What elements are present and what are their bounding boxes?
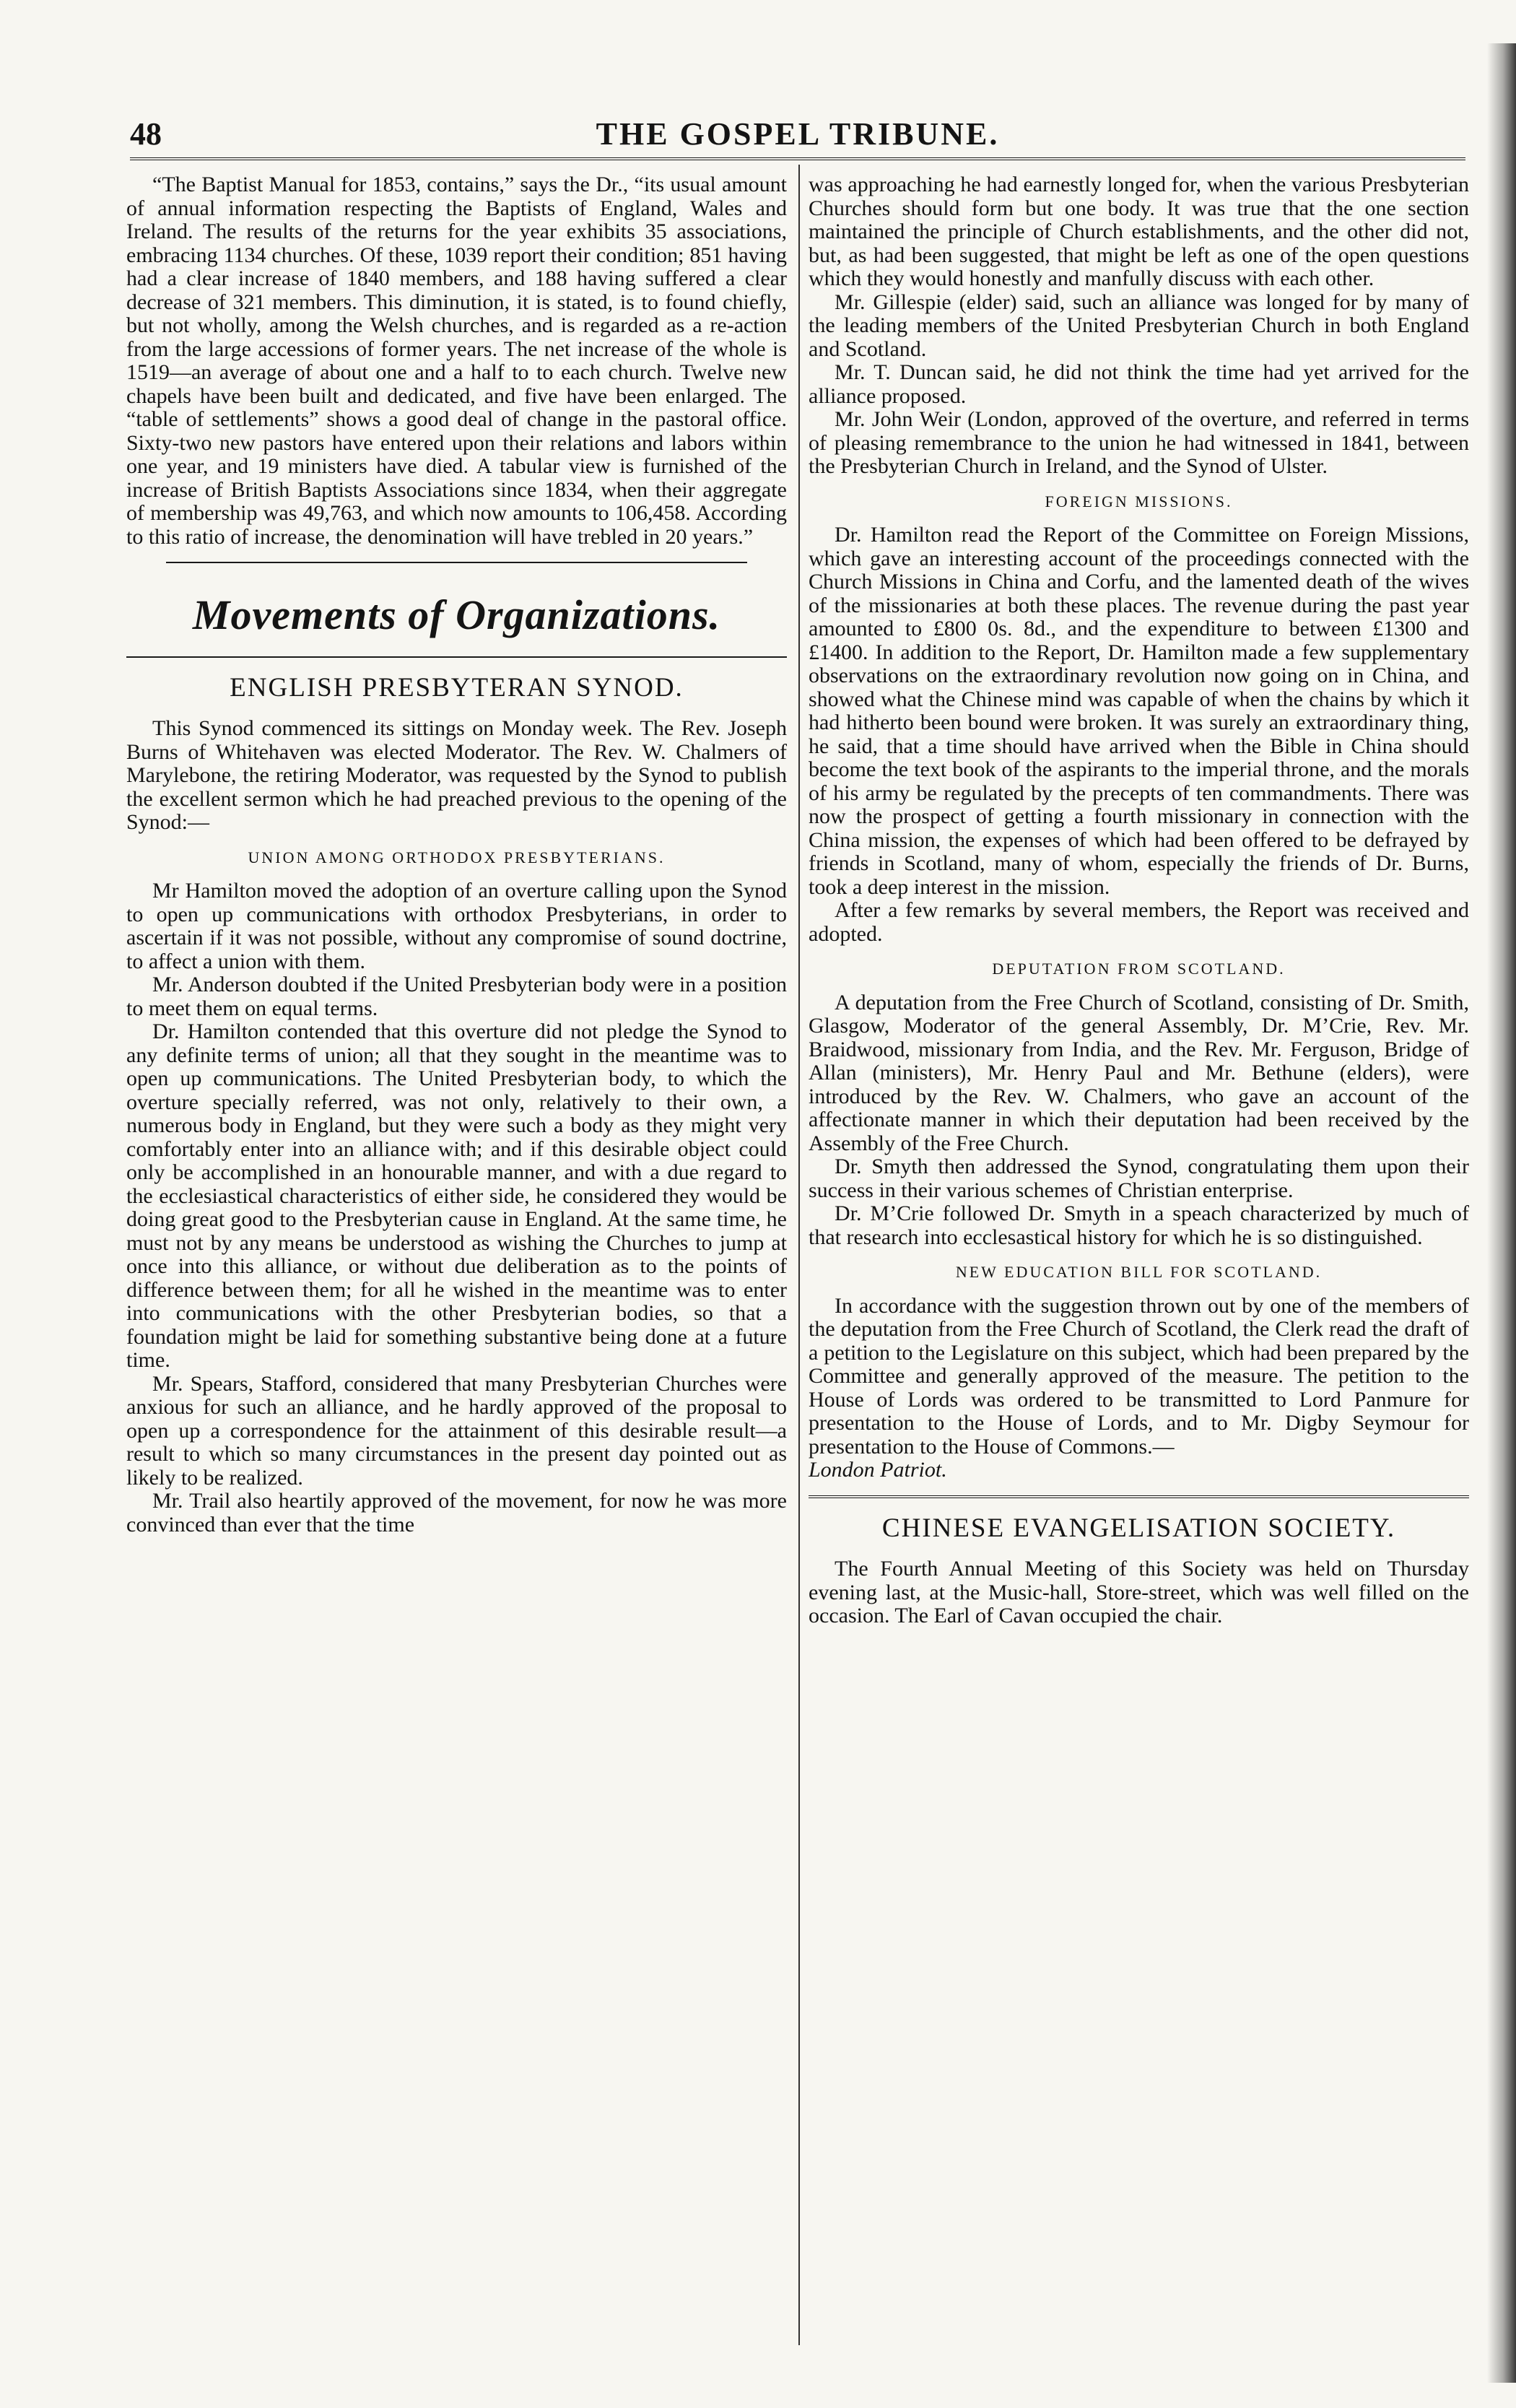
page-edge-shadow <box>1487 43 1516 2383</box>
synod-paragraph: Mr. T. Duncan said, he did not think the time had yet arrived for the alliance proposed. <box>809 360 1469 408</box>
union-paragraph: Mr. Spears, Stafford, considered that many Presbyterian Churches were anxious for such an alliance, and he hardly approved of the proposal to open up a correspondence for the attainment of this desirable result—a result to which so many circumstances in the present day pointed out as likely to be realized. <box>126 1371 787 1490</box>
deputation-subhead: DEPUTATION FROM SCOTLAND. <box>992 960 1286 978</box>
foreign-missions-paragraph: After a few remarks by several members, the Report was received and adopted. <box>809 898 1469 946</box>
chinese-society-paragraph: The Fourth Annual Meeting of this Society was held on Thursday evening last, at the Music-hall, Store-street, which was well filled on the occasion. The Earl of Cavan occupied the chair. <box>809 1557 1469 1627</box>
union-paragraph: Mr. Trail also heartily approved of the movement, for now he was more convinced than ever that the time <box>126 1489 787 1536</box>
movements-heading: Movements of Organizations. <box>192 591 721 638</box>
synod-intro-paragraph: This Synod commenced its sittings on Monday week. The Rev. Joseph Burns of Whitehaven was elected Moderator. The Rev. W. Chalmers of Marylebone, the retiring Moderator, was requested by the Synod to publish the excellent sermon which he had preached previous to the opening of the Synod:— <box>126 716 787 834</box>
education-bill-subhead: NEW EDUCATION BILL FOR SCOTLAND. <box>955 1263 1323 1281</box>
foreign-missions-paragraph: Dr. Hamilton read the Report of the Committee on Foreign Missions, which gave an interesting account of the proceedings connected with the Church Missions in China and Corfu, and the lamented death of the wives of the missionaries at both these places. The revenue during the past year amounted to £800 0s. 8d., and the expenditure to between £1300 and £1400. In addition to the Report, Dr. Hamilton made a few supplementary observations on the extraordinary revolution now going on in China, and showed what the Chinese mind was capable of when the chains by which it had hitherto been bound were broken. It was surely an extraordinary thing, he said, that a time should have arrived when the Bible in China should become the text book of the aspirants to the imperial throne, and the morals of his army be regulated by the precepts of ten commandments. There was now the prospect of getting a fourth missionary in connection with the China mission, the expenses of which had been offered to be defrayed by friends in Scotland, many of whom, especially the friends of Dr. Burns, took a deep interest in the mission. <box>809 523 1469 899</box>
right-column <box>809 173 1469 1628</box>
education-bill-paragraph <box>809 1295 1469 1482</box>
source-attribution: London Patriot. <box>809 1458 947 1482</box>
union-subhead: UNION AMONG ORTHODOX PRESBYTERIANS. <box>248 848 666 866</box>
section-divider <box>126 656 787 658</box>
section-divider <box>809 1495 1469 1498</box>
column-rule <box>798 165 800 2345</box>
synod-heading: ENGLISH PRESBYTERAN SYNOD. <box>230 672 684 703</box>
union-paragraph: Mr. Anderson doubted if the United Presbyterian body were in a position to meet them on equal terms. <box>126 973 787 1020</box>
deputation-paragraph: Dr. M’Crie followed Dr. Smyth in a speach characterized by much of that research into ecclesastical history for which he is so distinguished. <box>809 1201 1469 1249</box>
continued-paragraph: was approaching he had earnestly longed for, when the various Presbyterian Churches should form but one body. It was true that the one section maintained the principle of Church establishments, and the other did not, but, as had been suggested, that might be left as one of the open questions which they would honestly and manfully discuss with each other. <box>809 173 1469 290</box>
header-rule <box>130 157 1465 160</box>
page-header <box>130 116 1465 159</box>
synod-paragraph: Mr. Gillespie (elder) said, such an alliance was longed for by many of the leading members of the United Presbyterian Church in both England and Scotland. <box>809 290 1469 361</box>
left-column <box>126 173 787 1536</box>
foreign-missions-subhead: FOREIGN MISSIONS. <box>1045 492 1233 510</box>
deputation-paragraph: A deputation from the Free Church of Scotland, consisting of Dr. Smith, Glasgow, Moderator of the general Assembly, Dr. M’Crie, Rev. Mr. Braidwood, missionary from India, and the Rev. Mr. Ferguson, Bridge of Allan (ministers), Mr. Henry Paul and Mr. Bethune (elders), were introduced by the Rev. W. Chalmers, who gave an account of the affectionate manner in which their deputation had been received by the Assembly of the Free Church. <box>809 990 1469 1155</box>
section-divider <box>166 562 747 563</box>
education-bill-text: In accordance with the suggestion thrown out by one of the members of the deputation from the Free Church of Scotland, the Clerk read the draft of a petition to the Legislature on this subject, which had been prepared by the Committee and generally approved of the measure. The petition to the House of Lords was ordered to be transmitted to Lord Panmure for presentation to the House of Lords, and to Mr. Digby Seymour for presentation to the House of Commons.— <box>809 1293 1469 1459</box>
union-paragraph: Dr. Hamilton contended that this overture did not pledge the Synod to any definite terms of union; all that they sought in the meantime was to open up communications. The United Presbyterian body, to which the overture specially referred, was not only, relatively to their own, a numerous body in England, but they were such a body as they might very comfortably enter into an alliance with; and if this desirable object could only be accomplished in an honourable manner, and with a due regard to the ecclesiastical characteristics of either side, he considered they would be doing great good to the Presbyterian cause in England. At the same time, he must not by any means be understood as wishing the Churches to jump at once into this alliance, or without due deliberation as to the points of difference between them; for all he wished in the meantime was to enter into communications with the other Presbyterian bodies, so that a foundation might be laid for something substantive being done at a future time. <box>126 1020 787 1372</box>
union-paragraph: Mr Hamilton moved the adoption of an overture calling upon the Synod to open up communications with orthodox Presbyterians, in order to ascertain if it was not possible, without any compromise of sound doctrine, to affect a union with them. <box>126 879 787 973</box>
chinese-society-heading: CHINESE EVANGELISATION SOCIETY. <box>881 1513 1396 1543</box>
running-title: THE GOSPEL TRIBUNE. <box>596 116 1000 152</box>
baptist-manual-paragraph: “The Baptist Manual for 1853, contains,” says the Dr., “its usual amount of annual information respecting the Baptists of England, Wales and Ireland. The results of the returns for the year exhibits 35 associations, embracing 1134 churches. Of these, 1039 report their condition; 851 having had a clear increase of 1840 members, and 188 having suffered a clear decrease of 321 members. This diminution, it is stated, is to found chiefly, but not wholly, among the Welsh churches, and is regarded as a re-action from the large accessions of former years. The net increase of the whole is 1519—an average of about one and a half to to each church. Twelve new chapels have been built and dedicated, and five have been enlarged. The “table of settlements” shows a good deal of change in the pastoral office. Sixty-two new pastors have entered upon their relations and labors within one year, and 19 ministers have died. A tabular view is furnished of the increase of British Baptists Associations since 1834, when their aggregate of membership was 49,763, and which now amounts to 106,458. According to this ratio of increase, the denomination will have trebled in 20 years.” <box>126 173 787 549</box>
deputation-paragraph: Dr. Smyth then addressed the Synod, congratulating them upon their success in their various schemes of Christian enterprise. <box>809 1155 1469 1202</box>
page-number: 48 <box>130 116 162 152</box>
synod-paragraph: Mr. John Weir (London, approved of the overture, and referred in terms of pleasing remembrance to the union he had witnessed in 1841, between the Presbyterian Church in Ireland, and the Synod of Ulster. <box>809 407 1469 478</box>
